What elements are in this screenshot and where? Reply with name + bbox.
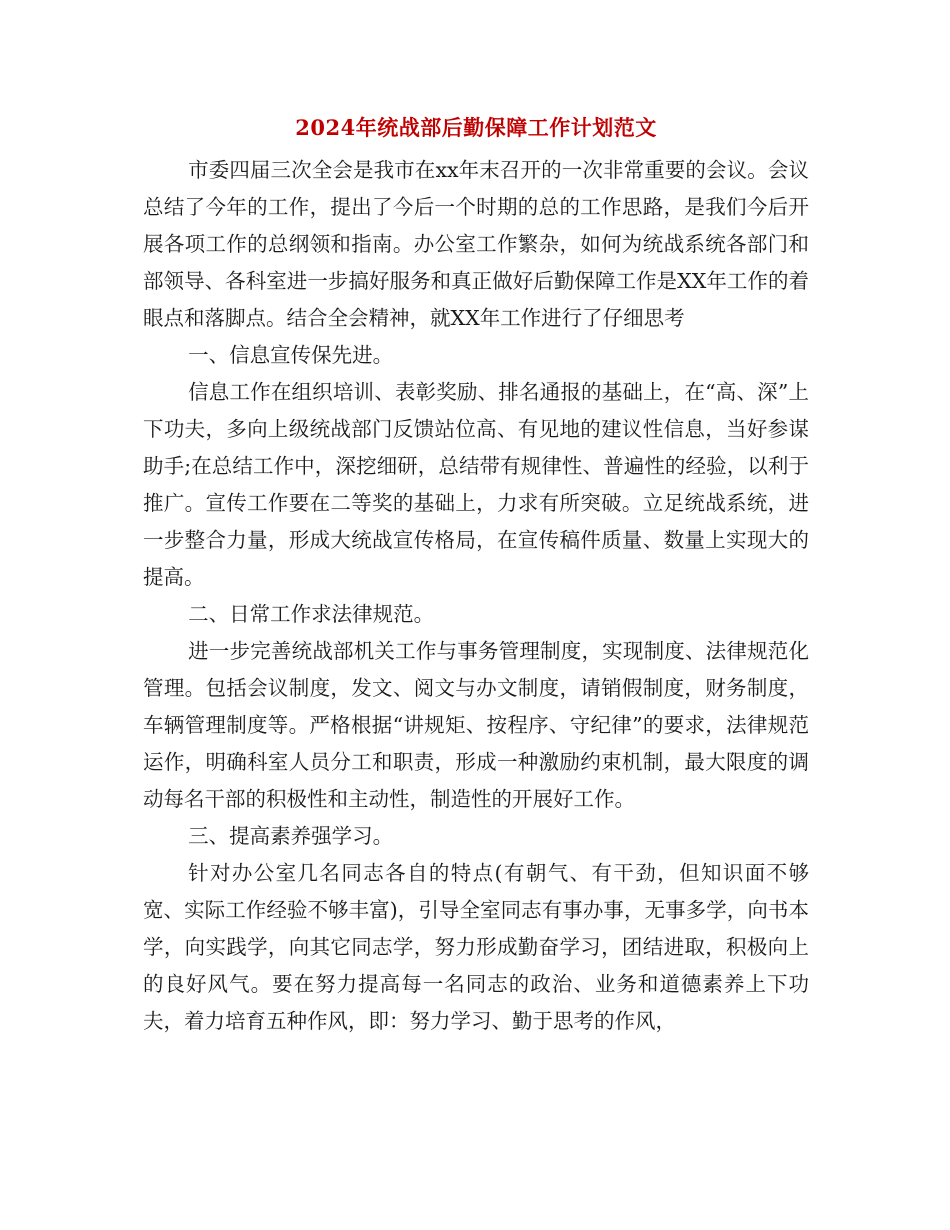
intro-paragraph: 市委四届三次全会是我市在xx年末召开的一次非常重要的会议。会议总结了今年的工作，提出了今后一个时期的总的工作思路，是我们今后开展各项工作的总纲领和指南。办公室工作繁杂，如何为统战系统各部门和部领导、各科室进一步搞好服务和真正做好后勤保障工作是XX年工作的着眼点和落脚点。结合全会精神，就XX年工作进行了仔细思考 [143,158,809,330]
section-body-3: 针对办公室几名同志各自的特点(有朝气、有干劲，但知识面不够宽、实际工作经验不够丰富)，引导全室同志有事办事，无事多学，向书本学，向实践学，向其它同志学，努力形成勤奋学习，团结进取，积极向上的良好风气。要在努力提高每一名同志的政治、业务和道德素养上下功夫，着力培育五种作风，即：努力学习、勤于思考的作风， [143,861,809,1033]
section-heading-2: 二、日常工作求法律规范。 [188,602,435,626]
section-body-1: 信息工作在组织培训、表彰奖励、排名通报的基础上，在“高、深”上下功夫，多向上级统战部门反馈站位高、有见地的建议性信息，当好参谋助手;在总结工作中，深挖细研，总结带有规律性、普遍性的经验，以利于推广。宣传工作要在二等奖的基础上，力求有所突破。立足统战系统，进一步整合力量，形成大统战宣传格局，在宣传稿件质量、数量上实现大的提高。 [143,380,809,589]
section-heading-1: 一、信息宣传保先进。 [188,343,394,367]
section-body-2: 进一步完善统战部机关工作与事务管理制度，实现制度、法律规范化管理。包括会议制度，发文、阅文与办文制度，请销假制度，财务制度，车辆管理制度等。严格根据“讲规矩、按程序、守纪律”的要求，法律规范运作，明确科室人员分工和职责，形成一种激励约束机制，最大限度的调动每名干部的积极性和主动性，制造性的开展好工作。 [143,639,809,811]
section-heading-3: 三、提高素养强学习。 [188,824,394,848]
document-title: 2024年统战部后勤保障工作计划范文 [295,115,657,140]
document-page [143,108,809,1040]
